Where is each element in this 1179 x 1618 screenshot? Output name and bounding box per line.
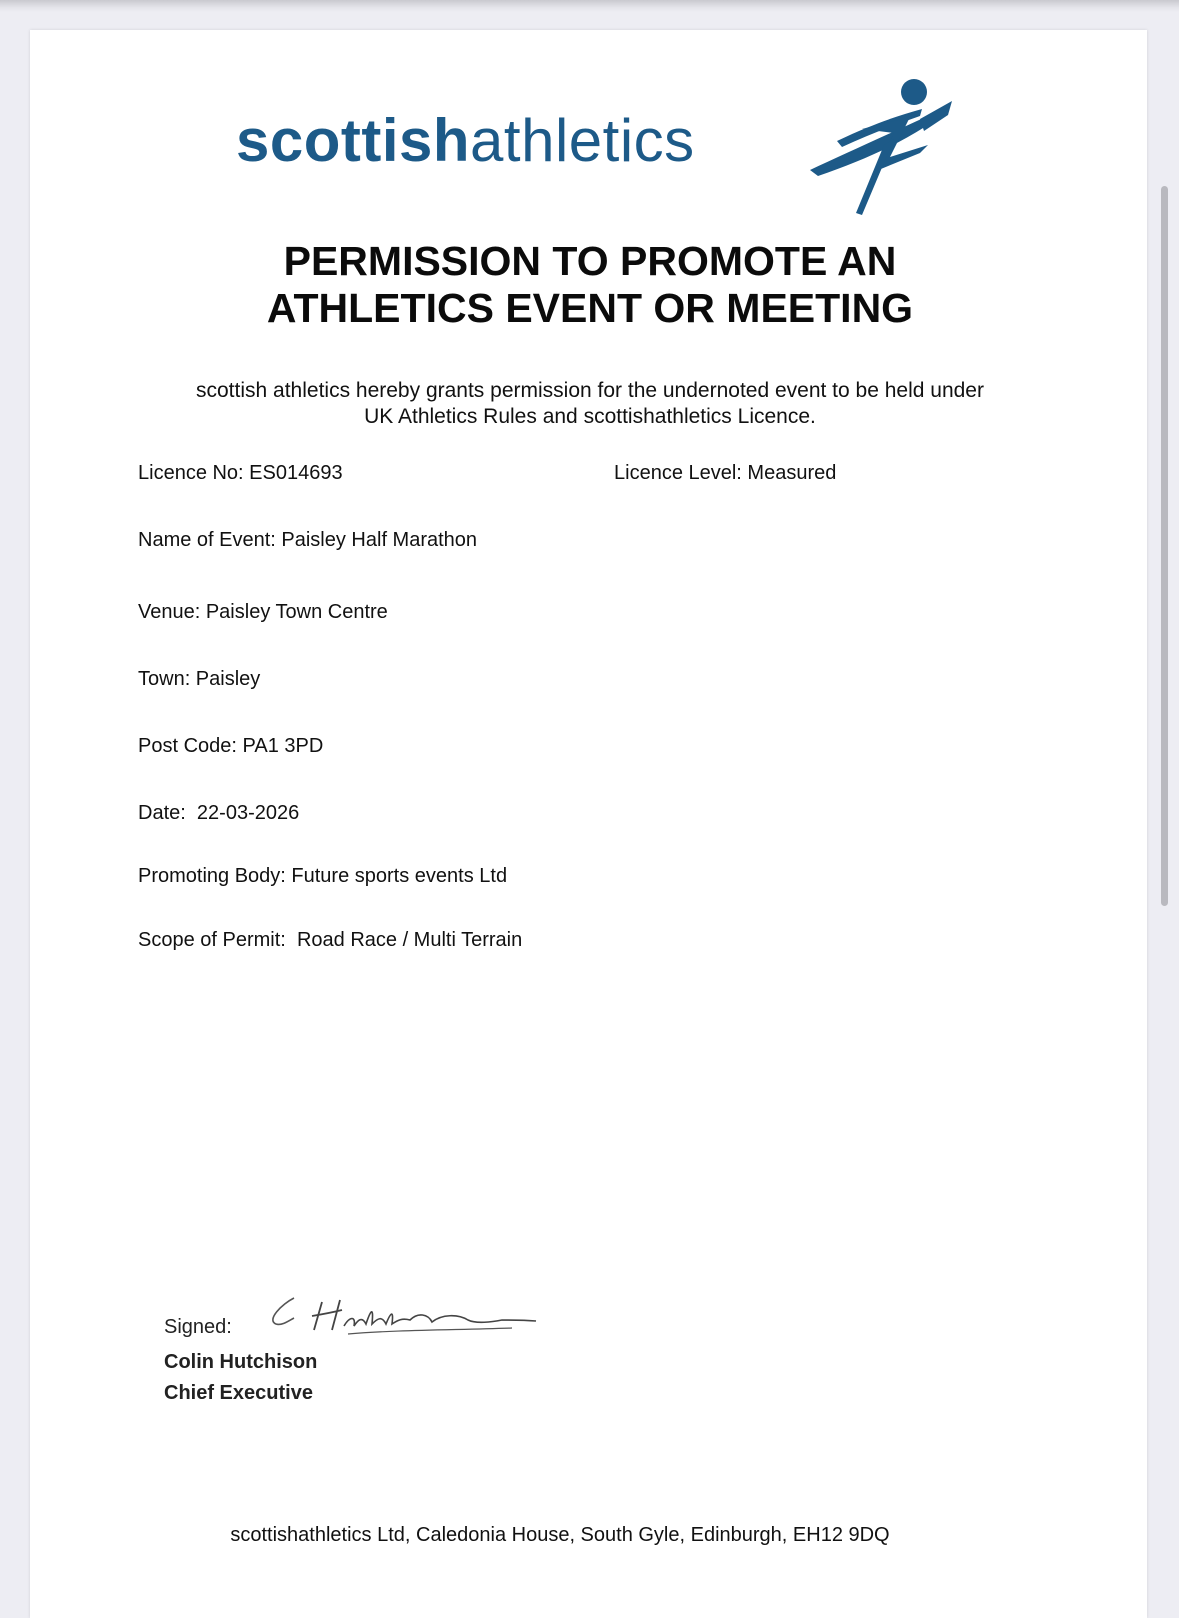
title-line-1: PERMISSION TO PROMOTE AN	[283, 238, 897, 284]
licence-number-field: Licence No: ES014693	[138, 462, 343, 484]
title-line-2: ATHLETICS EVENT OR MEETING	[266, 285, 914, 331]
intro-line-1: scottish athletics hereby grants permission for the undernoted event to be held under	[196, 379, 984, 402]
logo-text-light: athletics	[470, 107, 695, 174]
signed-label: Signed:	[164, 1316, 232, 1338]
signature-image	[262, 1290, 542, 1340]
event-name-field: Name of Event: Paisley Half Marathon	[138, 529, 478, 551]
promoting-body-field: Promoting Body: Future sports events Ltd	[138, 865, 508, 887]
footer-address: scottishathletics Ltd, Caledonia House, South Gyle, Edinburgh, EH12 9DQ	[230, 1524, 890, 1546]
running-figure-icon	[802, 75, 952, 215]
vertical-scrollbar[interactable]	[1161, 186, 1168, 906]
document-page	[30, 30, 1147, 1618]
toolbar-shadow	[0, 0, 1179, 12]
signer-name: Colin Hutchison	[164, 1351, 318, 1373]
intro-line-2: UK Athletics Rules and scottishathletics Licence.	[364, 405, 816, 428]
town-field: Town: Paisley	[138, 668, 261, 690]
logo-text-bold: scottish	[236, 107, 471, 174]
signer-title: Chief Executive	[164, 1382, 313, 1404]
date-field: Date: 22-03-2026	[138, 802, 300, 824]
scottish-athletics-logo	[236, 75, 956, 225]
scope-of-permit-field: Scope of Permit: Road Race / Multi Terrain	[138, 929, 523, 951]
intro-paragraph	[140, 378, 1040, 430]
licence-level-field: Licence Level: Measured	[614, 462, 837, 484]
venue-field: Venue: Paisley Town Centre	[138, 601, 388, 623]
logo-wordmark	[236, 107, 695, 174]
post-code-field: Post Code: PA1 3PD	[138, 735, 324, 757]
page-title	[190, 238, 990, 332]
